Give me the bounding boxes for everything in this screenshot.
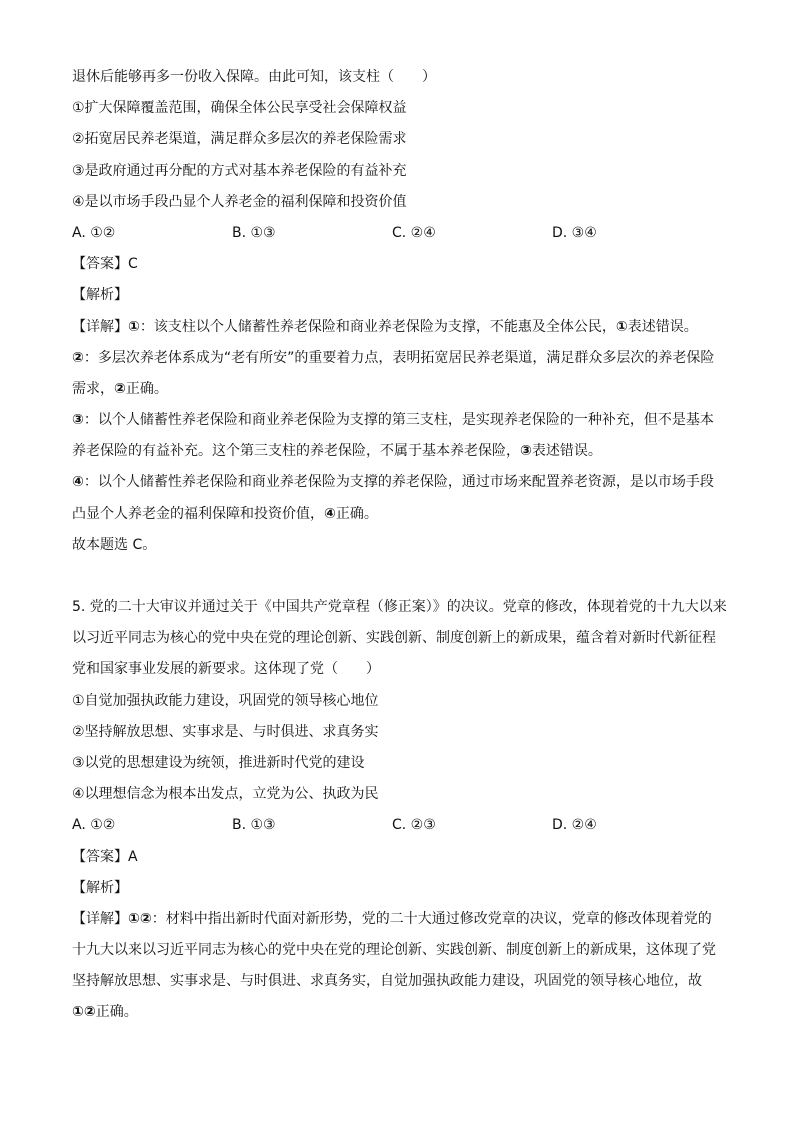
q4-d3-mark2: ③ (520, 443, 532, 460)
document-page (72, 62, 732, 1029)
q4-item-3: ③是政府通过再分配的方式对基本养老保险的有益补充 (72, 162, 407, 179)
q4-detail-4-line1 (72, 467, 732, 498)
q5-option-c: C. ②③ (392, 817, 436, 834)
q5-detail-line4 (72, 997, 732, 1028)
q4-d2-line1: ：多层次养老体系成为“老有所安”的重要着力点，表明拓宽居民养老渠道，满足群众多层次的养老保险 (83, 349, 715, 366)
q4-detail-3-line2 (72, 436, 732, 467)
q4-d1-mark2: ① (615, 318, 628, 335)
q5-option-a: A. ①② (72, 817, 116, 834)
q5-options (72, 810, 732, 841)
q4-d2-mark: ② (72, 349, 84, 366)
q5-option-d: D. ②④ (552, 817, 597, 834)
q5-detail-line2: 十九大以来以习近平同志为核心的党中央在党的理论创新、实践创新、制度创新上的新成果，这体现了党 (72, 942, 716, 959)
q4-answer-value: C (128, 256, 138, 273)
q5-d-mark2: ①② (72, 1004, 96, 1021)
q5-item-3: ③以党的思想建设为统领，推进新时代党的建设 (72, 754, 365, 771)
q4-analysis-label: 【解析】 (72, 287, 128, 304)
q5-answer-label: 【答案】 (72, 848, 128, 865)
q4-stem-tail: 退休后能够再多一份收入保障。由此可知，该支柱（ ） (72, 69, 436, 85)
q4-item-4: ④是以市场手段凸显个人养老金的福利保障和投资价值 (72, 193, 407, 210)
q4-detail-2-line2 (72, 374, 732, 405)
q4-detail-4-line2 (72, 499, 732, 530)
q4-d3-line2a: 养老保险的有益补充。这个第三支柱的养老保险，不属于基本养老保险， (72, 443, 520, 460)
q4-d2-line2a: 需求， (72, 380, 114, 397)
q4-d4-line2b: 正确。 (335, 505, 378, 522)
q4-option-c: C. ②④ (392, 224, 436, 241)
q4-detail-3-line1 (72, 405, 732, 436)
q4-d4-line2a: 凸显个人养老金的福利保障和投资价值， (72, 505, 324, 522)
q5-item-4: ④以理想信念为根本出发点，立党为公、执政为民 (72, 786, 379, 803)
q4-answer-label: 【答案】 (72, 256, 128, 273)
q4-d3-line1: ：以个人储蓄性养老保险和商业养老保险为支撑的第三支柱，是实现养老保险的一种补充，但不是基本 (83, 412, 714, 429)
q4-option-d: D. ③④ (552, 224, 597, 241)
q5-d-line4: 正确。 (95, 1004, 138, 1021)
q4-d1-text: ：该支柱以个人储蓄性养老保险和商业养老保险为支撑，不能惠及全体公民， (139, 318, 616, 335)
q5-stem-line3: 党和国家事业发展的新要求。这体现了党（ ） (72, 661, 380, 678)
q5-option-b: B. ①③ (232, 817, 276, 834)
q5-item-2: ②坚持解放思想、实事求是、与时俱进、求真务实 (72, 723, 379, 740)
q4-d4-mark2: ④ (324, 505, 336, 522)
q5-answer (72, 842, 732, 873)
q5-analysis-label: 【解析】 (72, 879, 128, 896)
q5-stem-line2: 以习近平同志为核心的党中央在党的理论创新、实践创新、制度创新上的新成果，蕴含着对新时代新征程 (72, 630, 716, 647)
q4-d1-mark: ① (128, 318, 140, 335)
q4-options (72, 218, 732, 249)
q5-detail-line1 (72, 904, 732, 935)
q5-d-line1: ：材料中指出新时代面对新形势，党的二十大通过修改党章的决议，党章的修改体现着党的 (151, 910, 712, 927)
q4-answer (72, 249, 732, 280)
q4-d3-mark: ③ (72, 412, 84, 429)
q4-d4-mark: ④ (72, 474, 84, 491)
q4-detail-2-line1 (72, 343, 732, 374)
q4-detail-label: 【详解】 (72, 318, 128, 335)
q4-d3-line2b: 表述错误。 (531, 443, 602, 460)
q5-item-1: ①自觉加强执政能力建设，巩固党的领导核心地位 (72, 692, 379, 709)
q4-d1-end: 表述错误。 (627, 318, 698, 335)
q4-d4-line1: ：以个人储蓄性养老保险和商业养老保险为支撑的养老保险，通过市场来配置养老资源，是以市场手段 (83, 474, 714, 491)
q4-option-b: B. ①③ (232, 224, 276, 241)
q5-d-mark: ①② (128, 910, 152, 927)
q5-detail-line3: 坚持解放思想、实事求是、与时俱进、求真务实，自觉加强执政能力建设，巩固党的领导核心地位，故 (72, 973, 702, 990)
q4-item-1: ①扩大保障覆盖范围，确保全体公民享受社会保障权益 (72, 100, 407, 117)
section-gap (72, 561, 732, 592)
q4-d2-line2b: 正确。 (125, 380, 168, 397)
q4-option-a: A. ①② (72, 224, 116, 241)
q5-stem-line1: 5. 党的二十大审议并通过关于《中国共产党章程（修正案）》的决议。党章的修改，体现着党的十九大以来 (72, 599, 727, 615)
q4-conclusion: 故本题选 C。 (72, 536, 157, 553)
q5-answer-value: A (128, 848, 138, 865)
q4-d2-mark2: ② (114, 380, 126, 397)
q4-detail-1 (72, 312, 732, 343)
q4-item-2: ②拓宽居民养老渠道，满足群众多层次的养老保险需求 (72, 131, 407, 148)
q5-detail-label: 【详解】 (72, 910, 128, 927)
